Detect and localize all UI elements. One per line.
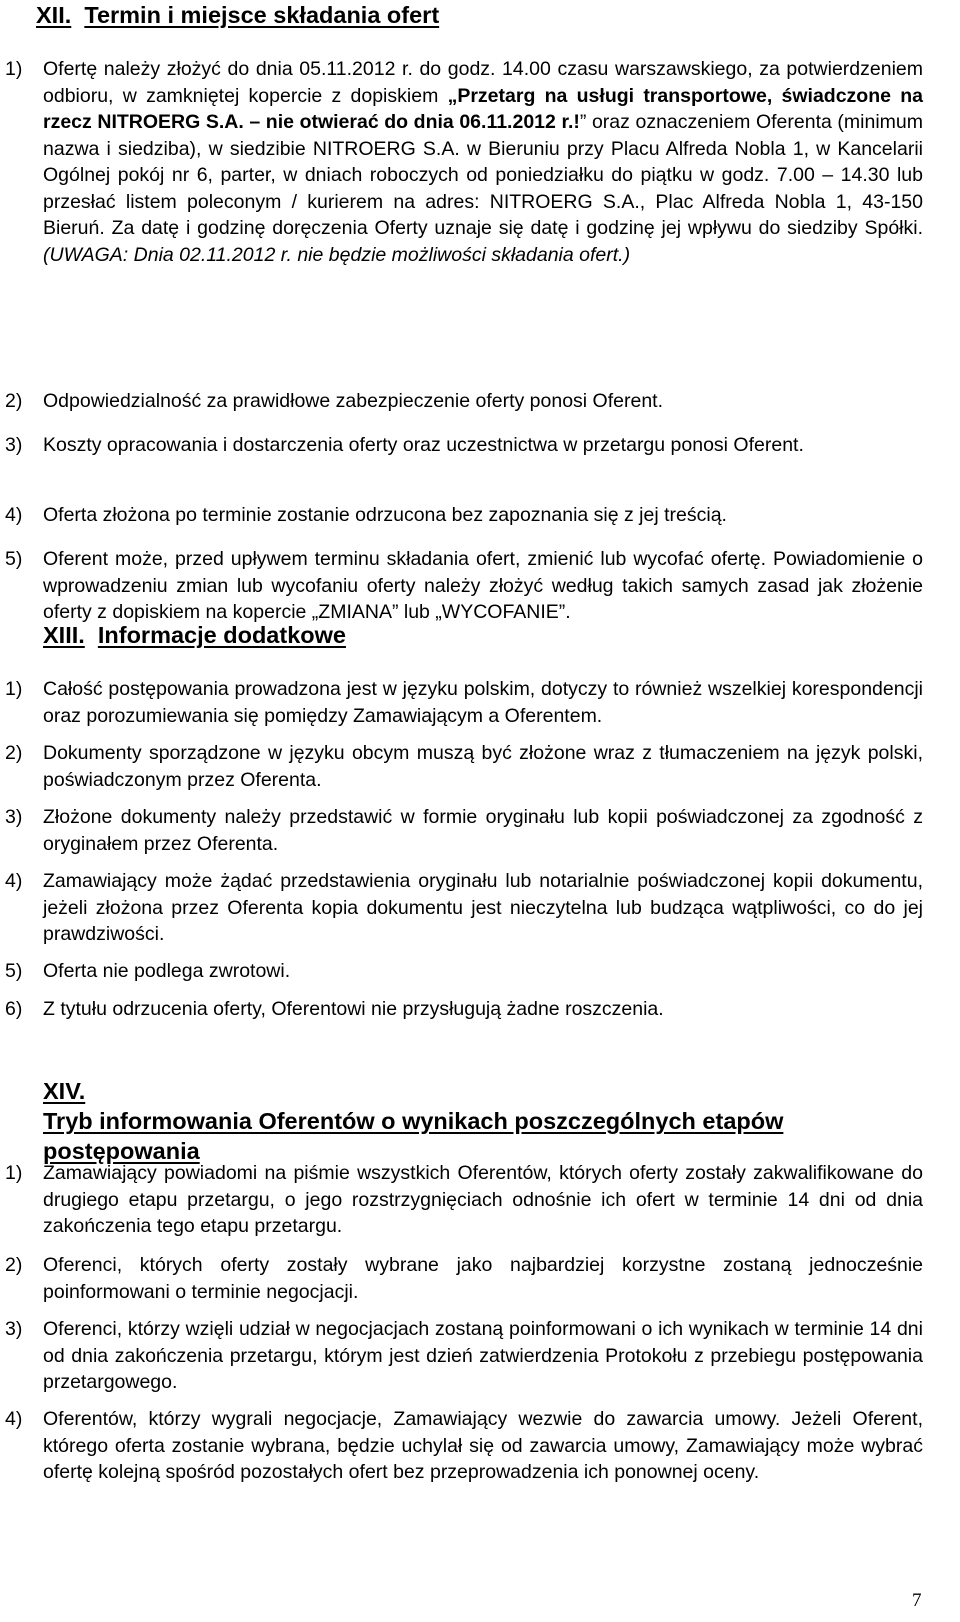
item-text: Całość postępowania prowadzona jest w języku polskim, dotyczy to również wszelkiej korespondencji oraz porozumiewania się pomiędzy Zamawiającym a Oferentem. (43, 678, 923, 727)
item-number: 5) (5, 548, 23, 570)
item-text: Oferent może, przed upływem terminu składania ofert, zmienić lub wycofać ofertę. Powiadomienie o wprowadzeniu zmian lub wycofaniu oferty należy złożyć według takich samych zasad jak złożenie oferty z dopiskiem na kopercie „ZMIANA” lub „WYCOFANIE”. (43, 548, 923, 623)
item-number: 2) (5, 1254, 23, 1276)
section-14-title: Tryb informowania Oferentów o wynikach poszczególnych etapów postępowania (43, 1108, 784, 1164)
item-text: Zamawiający powiadomi na piśmie wszystkich Oferentów, których oferty zostały zakwalifikowane do drugiego etapu przetargu, o jego rozstrzygnięciach odnośnie ich ofert w terminie 14 dni od dnia zakończenia tego etapu przetargu. (43, 1162, 923, 1237)
item-text: Odpowiedzialność za prawidłowe zabezpieczenie oferty ponosi Oferent. (43, 390, 664, 412)
item-text-part: Ofertę należy złożyć do dnia 05.11.2012 r. do godz. 14.00 czasu warszawskiego, za potwierdzeniem odbioru, w zamkniętej kopercie z dopiskiem (43, 58, 923, 107)
section-13-title: Informacje dodatkowe (97, 622, 346, 648)
item-text: Oferentów, którzy wygrali negocjacje, Zamawiający wezwie do zawarcia umowy. Jeżeli Oferent, którego oferta zostanie wybrana, będzie uchylał się od zawarcia umowy, Zamawiający może wybrać ofertę kolejną spośród pozostałych ofert bez przeprowadzenia ich ponownej oceny. (43, 1408, 923, 1483)
item-number: 2) (5, 390, 23, 412)
envelope-label-bold: „Przetarg na usługi transportowe, świadczone na rzecz NITROERG S.A. – nie otwierać do dnia 06.11.2012 r.! (43, 84, 923, 133)
item-number: 3) (5, 434, 23, 456)
item-number: 3) (5, 806, 23, 828)
item-text: Dokumenty sporządzone w języku obcym muszą być złożone wraz z tłumaczeniem na język polski, poświadczonym przez Oferenta. (43, 742, 923, 791)
item-number: 3) (5, 1318, 23, 1340)
item-number: 1) (5, 58, 23, 80)
item-number: 4) (5, 504, 23, 526)
page-number: 7 (912, 1590, 922, 1611)
warning-note-italic: (UWAGA: Dnia 02.11.2012 r. nie będzie możliwości składania ofert.) (43, 243, 631, 266)
section-12-heading (36, 0, 439, 30)
section-13-number: XIII. (43, 622, 85, 648)
item-text (43, 56, 923, 268)
item-text-part: ” oraz oznaczeniem Oferenta (minimum nazwa i siedziba), w siedzibie NITROERG S.A. w Bieruniu przy Placu Alfreda Nobla 1, w Kancelarii Ogólnej pokój nr 6, parter, w dniach roboczych od poniedziałku do piątku w godz. 7.00 – 14.30 lub przesłać listem poleconym / kurierem na adres: NITROERG S.A., Plac Alfreda Nobla 1, 43-150 Bieruń. Za datę i godzinę doręczenia Oferty uznaje się datę i godzinę jej wpływu do siedziby Spółki. (43, 111, 923, 239)
item-number: 6) (5, 998, 23, 1020)
item-number: 4) (5, 1408, 23, 1430)
section-13-heading (43, 620, 346, 650)
section-14-number: XIV. (43, 1078, 86, 1104)
item-text: Z tytułu odrzucenia oferty, Oferentowi nie przysługują żadne roszczenia. (43, 998, 664, 1020)
item-text: Oferenci, którzy wzięli udział w negocjacjach zostaną poinformowani o ich wynikach w terminie 14 dni od dnia zakończenia przetargu, którym jest dzień zatwierdzenia Protokołu z przebiegu postępowania przetargowego. (43, 1318, 923, 1393)
item-text: Koszty opracowania i dostarczenia oferty oraz uczestnictwa w przetargu ponosi Oferent. (43, 434, 804, 456)
item-text: Złożone dokumenty należy przedstawić w formie oryginału lub kopii poświadczonej za zgodność z oryginałem przez Oferenta. (43, 806, 923, 855)
section-14-heading (43, 1076, 960, 1166)
item-text: Oferta złożona po terminie zostanie odrzucona bez zapoznania się z jej treścią. (43, 504, 727, 526)
section-12-title: Termin i miejsce składania ofert (84, 2, 440, 28)
section-12-number: XII. (36, 2, 72, 28)
item-number: 4) (5, 870, 23, 892)
item-text: Oferta nie podlega zwrotowi. (43, 960, 291, 982)
item-number: 5) (5, 960, 23, 982)
item-text: Oferenci, których oferty zostały wybrane jako najbardziej korzystne zostaną jednocześnie poinformowani o terminie negocjacji. (43, 1254, 923, 1303)
item-number: 1) (5, 678, 23, 700)
item-number: 2) (5, 742, 23, 764)
item-text: Zamawiający może żądać przedstawienia oryginału lub notarialnie poświadczonej kopii dokumentu, jeżeli złożona przez Oferenta kopia dokumentu jest nieczytelna lub budząca wątpliwości, co do jej prawdziwości. (43, 870, 923, 945)
item-number: 1) (5, 1162, 23, 1184)
